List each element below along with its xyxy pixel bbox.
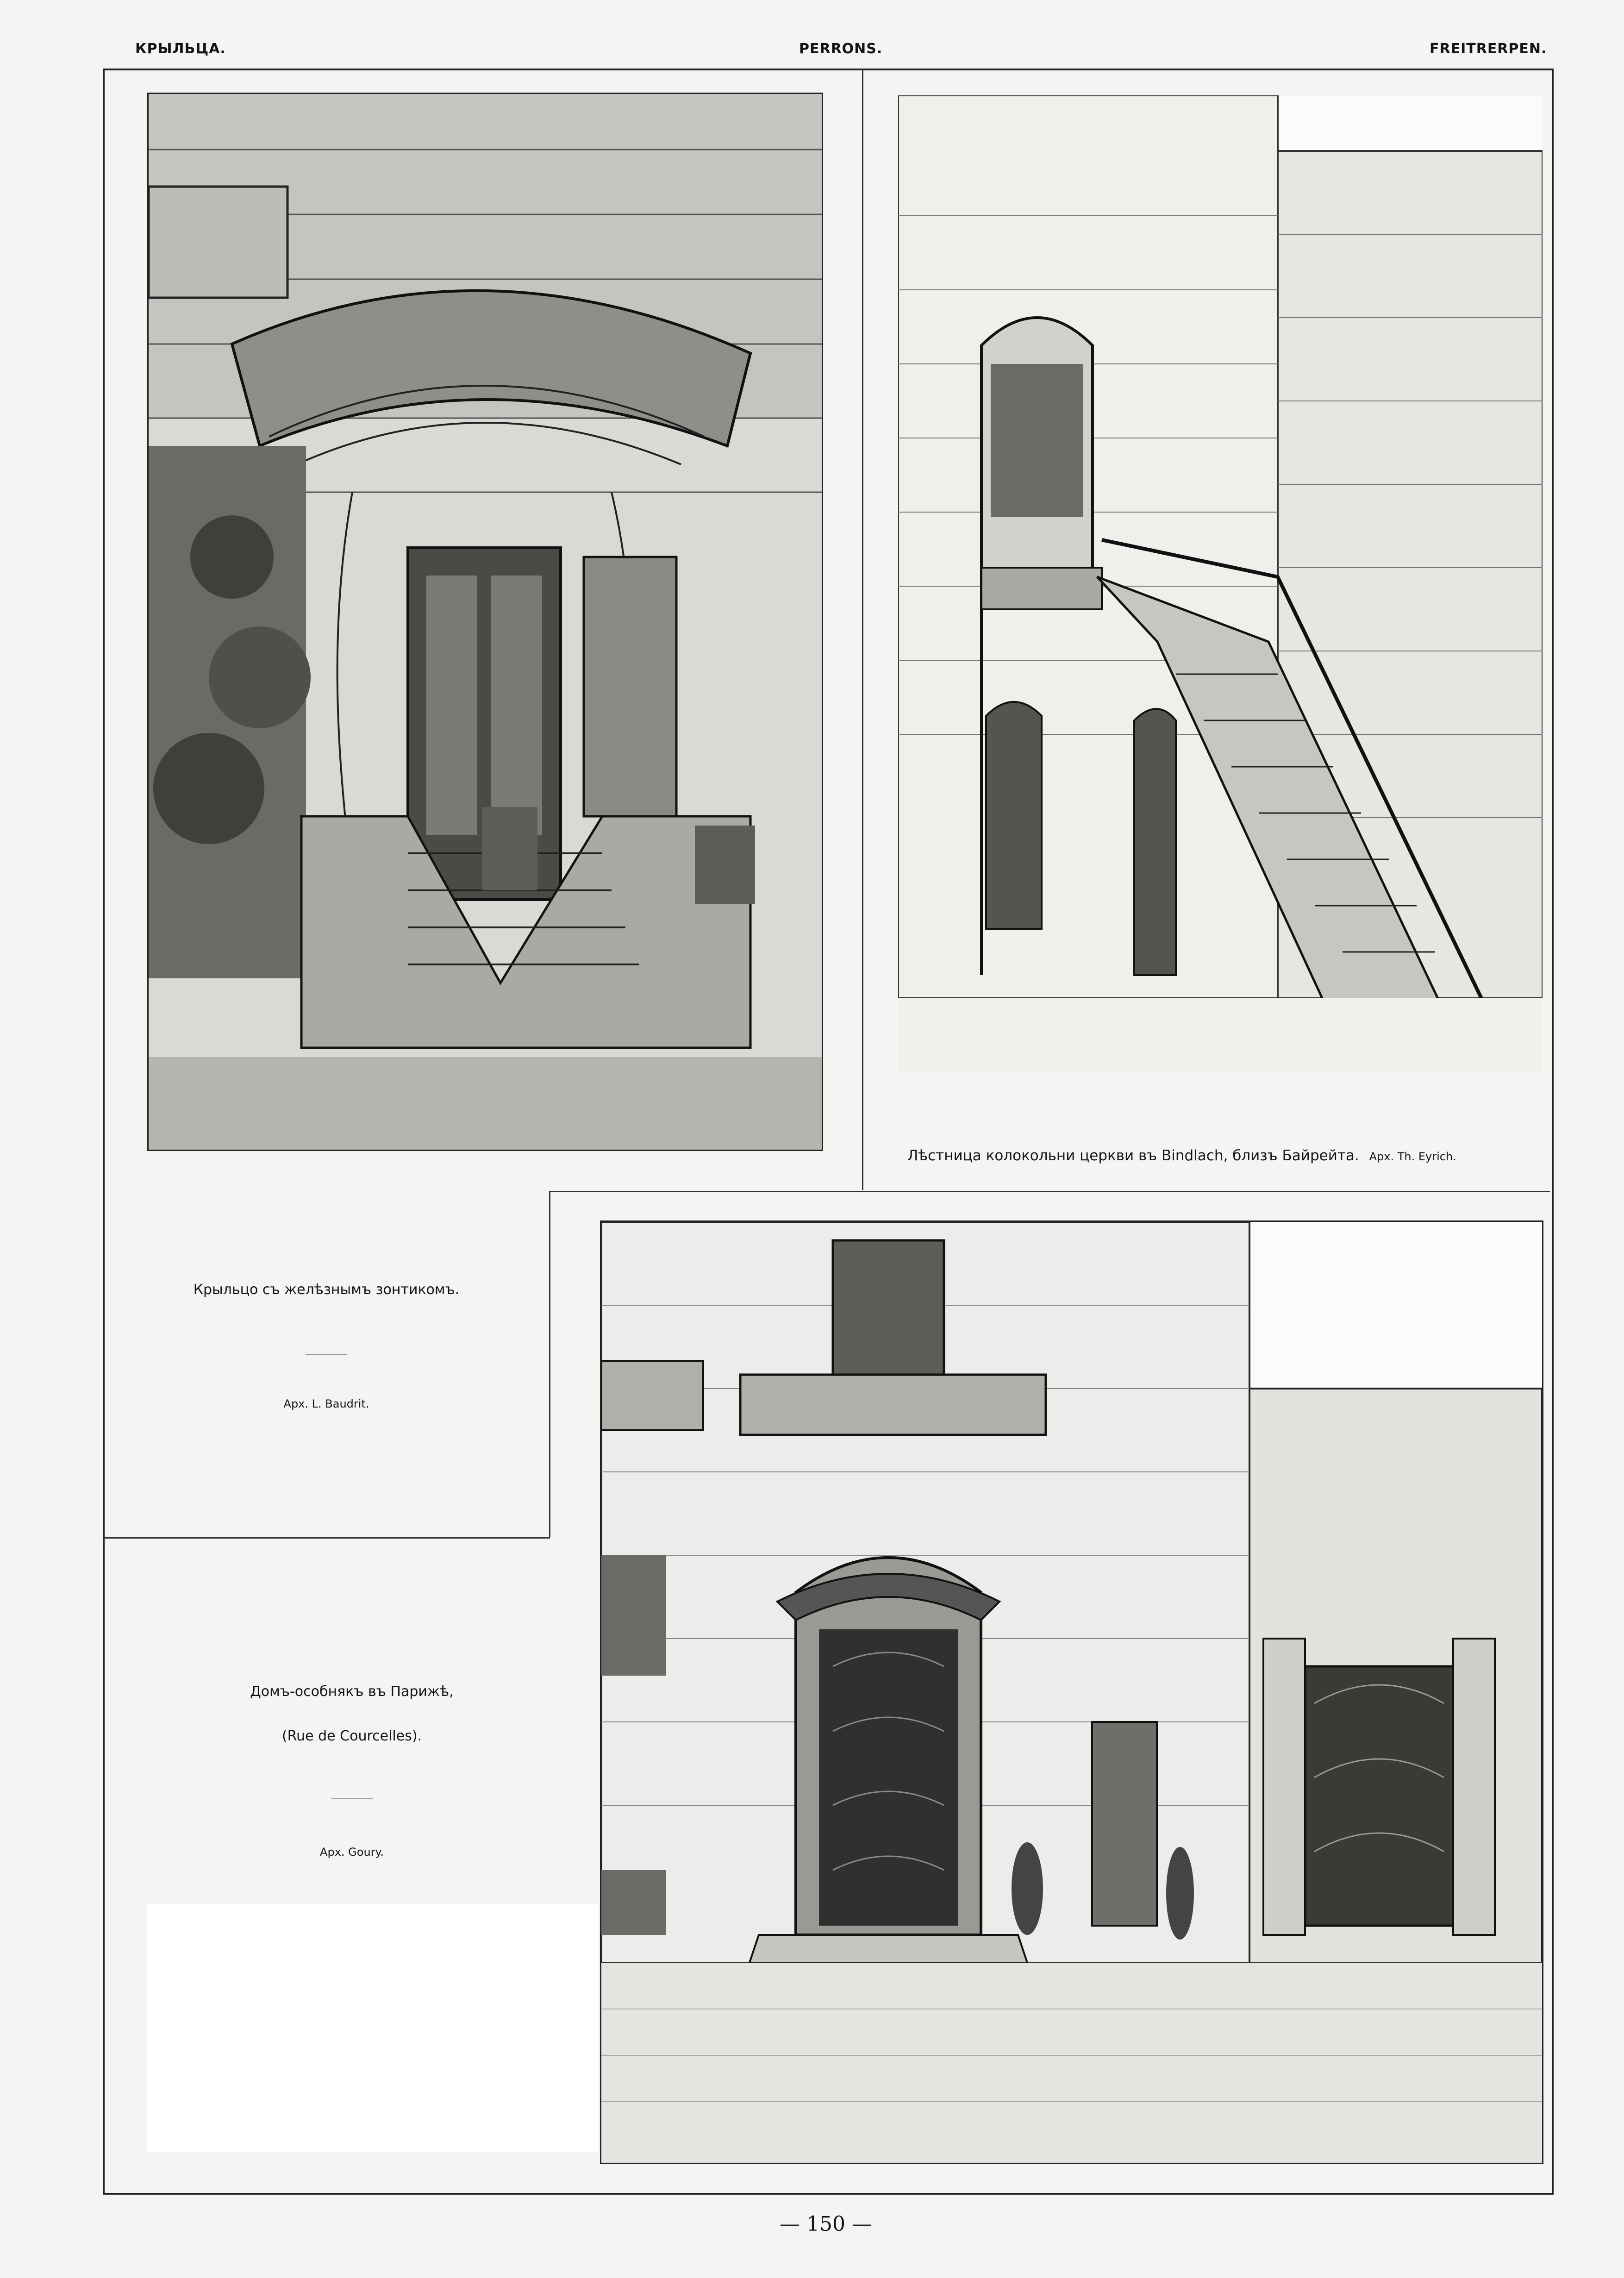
porch-rule [306, 1354, 347, 1355]
staircase-engraving-icon [898, 95, 1543, 1072]
page-number: — 150 — [780, 2212, 872, 2236]
house-rule [331, 1798, 373, 1799]
header-center: PERRONS. [799, 41, 883, 57]
header-right: FREITRERPEN. [1430, 41, 1547, 57]
caption-box-bottom [103, 1537, 550, 1539]
staircase-architect: Арх. Th. Eyrich. [1369, 1150, 1456, 1163]
staircase-engraving [898, 95, 1543, 1072]
house-title: Домъ-особнякъ въ Парижѣ, [250, 1683, 454, 1700]
header-left: КРЫЛЬЦА. [135, 41, 226, 57]
blank-area [147, 1904, 598, 2152]
townhouse-engraving-icon [601, 1222, 1542, 2163]
porch-engraving-icon [149, 94, 822, 1150]
porch-title: Крыльцо съ желѣзнымъ зонтикомъ. [193, 1282, 460, 1298]
staircase-caption [907, 1147, 1542, 1164]
house-subtitle: (Rue de Courcelles). [281, 1728, 422, 1744]
column-divider [862, 69, 863, 1190]
caption-box-divider [549, 1191, 550, 1537]
house-architect: Арх. Goury. [320, 1846, 384, 1859]
row-divider [549, 1191, 1550, 1192]
porch-engraving [147, 93, 823, 1151]
porch-architect: Арх. L. Baudrit. [283, 1397, 369, 1410]
staircase-caption-text: Лѣстница колокольни церкви въ Bindlach, близъ Байрейта. [907, 1147, 1359, 1164]
townhouse-engraving [600, 1220, 1543, 2164]
